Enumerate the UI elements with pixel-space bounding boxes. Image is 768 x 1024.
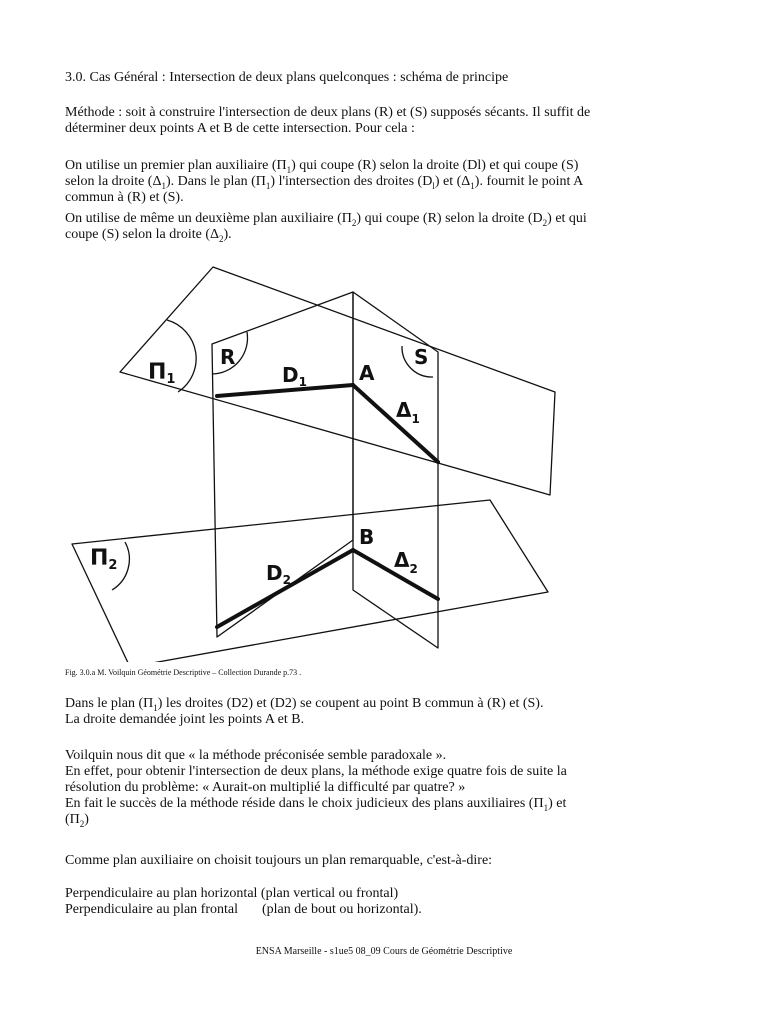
para1-line-3: commun à (R) et (S). (65, 190, 184, 205)
section-title: 3.0. Cas Général : Intersection de deux plans quelconques : schéma de principe (65, 70, 509, 85)
plane-pi2 (72, 500, 548, 662)
first-plane-paragraph (65, 158, 665, 206)
label-a: A (359, 361, 375, 385)
perpendicular-list (65, 886, 665, 918)
para1-line-2: selon la droite $(\Delta_1)$. Dans le plan $(\Pi_1)$ l'intersection des droites $(D_l)$ et $(\Delta_1)$. fournit le point A (65, 174, 584, 191)
label-r: R (220, 345, 236, 369)
label-d2: $D_2$ (266, 561, 291, 587)
label-d1: $D_1$ (282, 363, 307, 389)
after2-line-2: En effet, pour obtenir l'intersection de deux plans, la méthode exige quatre fois de suite la (65, 764, 567, 779)
conclusion-paragraph (65, 696, 665, 728)
label-b: B (359, 525, 375, 549)
figure-caption: Fig. 3.0.a M. Voilquin Géométrie Descriptive – Collection Durande p.73 . (65, 668, 302, 677)
method-paragraph (65, 105, 665, 137)
label-s: S (414, 345, 429, 369)
after2-line-3: résolution du problème: « Aurait-on multiplié la difficulté par quatre? » (65, 780, 466, 795)
para2-line-1: On utilise de même un deuxième plan auxiliaire $(\Pi_2)$ qui coupe (R) selon la droite $(D_2)$ et qui (65, 211, 587, 228)
remarkable-plane-paragraph: Comme plan auxiliaire on choisit toujours un plan remarquable, c'est-à-dire: (65, 853, 493, 868)
after1-line-1: Dans le plan $(\Pi_1)$ les droites (D2) et (D2) se coupent au point B commun à (R) et (S). (65, 696, 544, 713)
after2-line-4: En fait le succès de la méthode réside dans le choix judicieux des plans auxiliaires $(\Pi_1)$ et (65, 796, 567, 813)
after4-line-2: Perpendiculaire au plan frontal (plan de bout ou horizontal). (65, 902, 422, 917)
page-footer: ENSA Marseille - s1ue5 08_09 Cours de Géométrie Descriptive (255, 946, 513, 957)
method-line-2: déterminer deux points A et B de cette intersection. Pour cela : (65, 121, 415, 136)
label-delta2: $\Delta_2$ (394, 548, 418, 576)
method-line-1: Méthode : soit à construire l'intersection de deux plans (R) et (S) supposés sécants. Il suffit de (65, 105, 591, 120)
after2-line-5: $(\Pi_2)$ (65, 812, 89, 829)
second-plane-paragraph (65, 211, 665, 243)
label-delta1: $\Delta_1$ (396, 398, 420, 426)
after4-line-1: Perpendiculaire au plan horizontal (plan vertical ou frontal) (65, 886, 399, 901)
plane-intersection-figure (60, 262, 560, 662)
label-pi1: Π1 (148, 360, 176, 387)
para2-line-2: coupe (S) selon la droite $(\Delta_2)$. (65, 227, 232, 244)
voilquin-paragraph (65, 748, 665, 828)
para1-line-1: On utilise un premier plan auxiliaire $(\Pi_1)$ qui coupe (R) selon la droite (Dl) et qui coupe (S) (65, 158, 579, 175)
label-pi2: Π2 (90, 546, 118, 573)
after2-line-1: Voilquin nous dit que « la méthode préconisée semble paradoxale ». (65, 748, 447, 763)
after1-line-2: La droite demandée joint les points A et B. (65, 712, 305, 727)
line-d2 (217, 550, 353, 627)
plane-s (120, 267, 555, 495)
